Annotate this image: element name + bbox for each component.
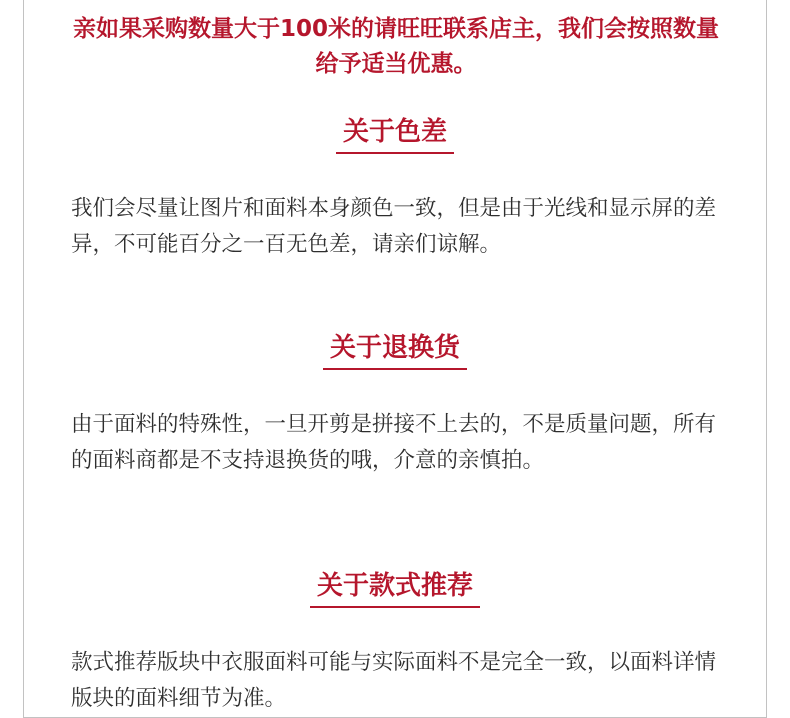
section-title-label: 关于退换货 [323,330,467,370]
section-title-label: 关于色差 [336,114,454,154]
section-text-returns: 由于面料的特殊性，一旦开剪是拼接不上去的，不是质量问题，所有的面料商都是不支持退换货的哦，介意的亲慎拍。 [71,412,717,473]
bulk-discount-notice: 亲如果采购数量大于100米的请旺旺联系店主，我们会按照数量给予适当优惠。 [72,16,719,77]
section-title-color-difference [0,114,790,158]
section-text-style-recommendation: 款式推荐版块中衣服面料可能与实际面料不是完全一致，以面料详情版块的面料细节为准。 [71,650,717,711]
section-text-color-difference: 我们会尽量让图片和面料本身颜色一致，但是由于光线和显示屏的差异，不可能百分之一百无色差，请亲们谅解。 [71,196,717,257]
section-title-label: 关于款式推荐 [310,568,480,608]
section-title-returns [0,330,790,374]
section-title-style-recommendation [0,568,790,612]
